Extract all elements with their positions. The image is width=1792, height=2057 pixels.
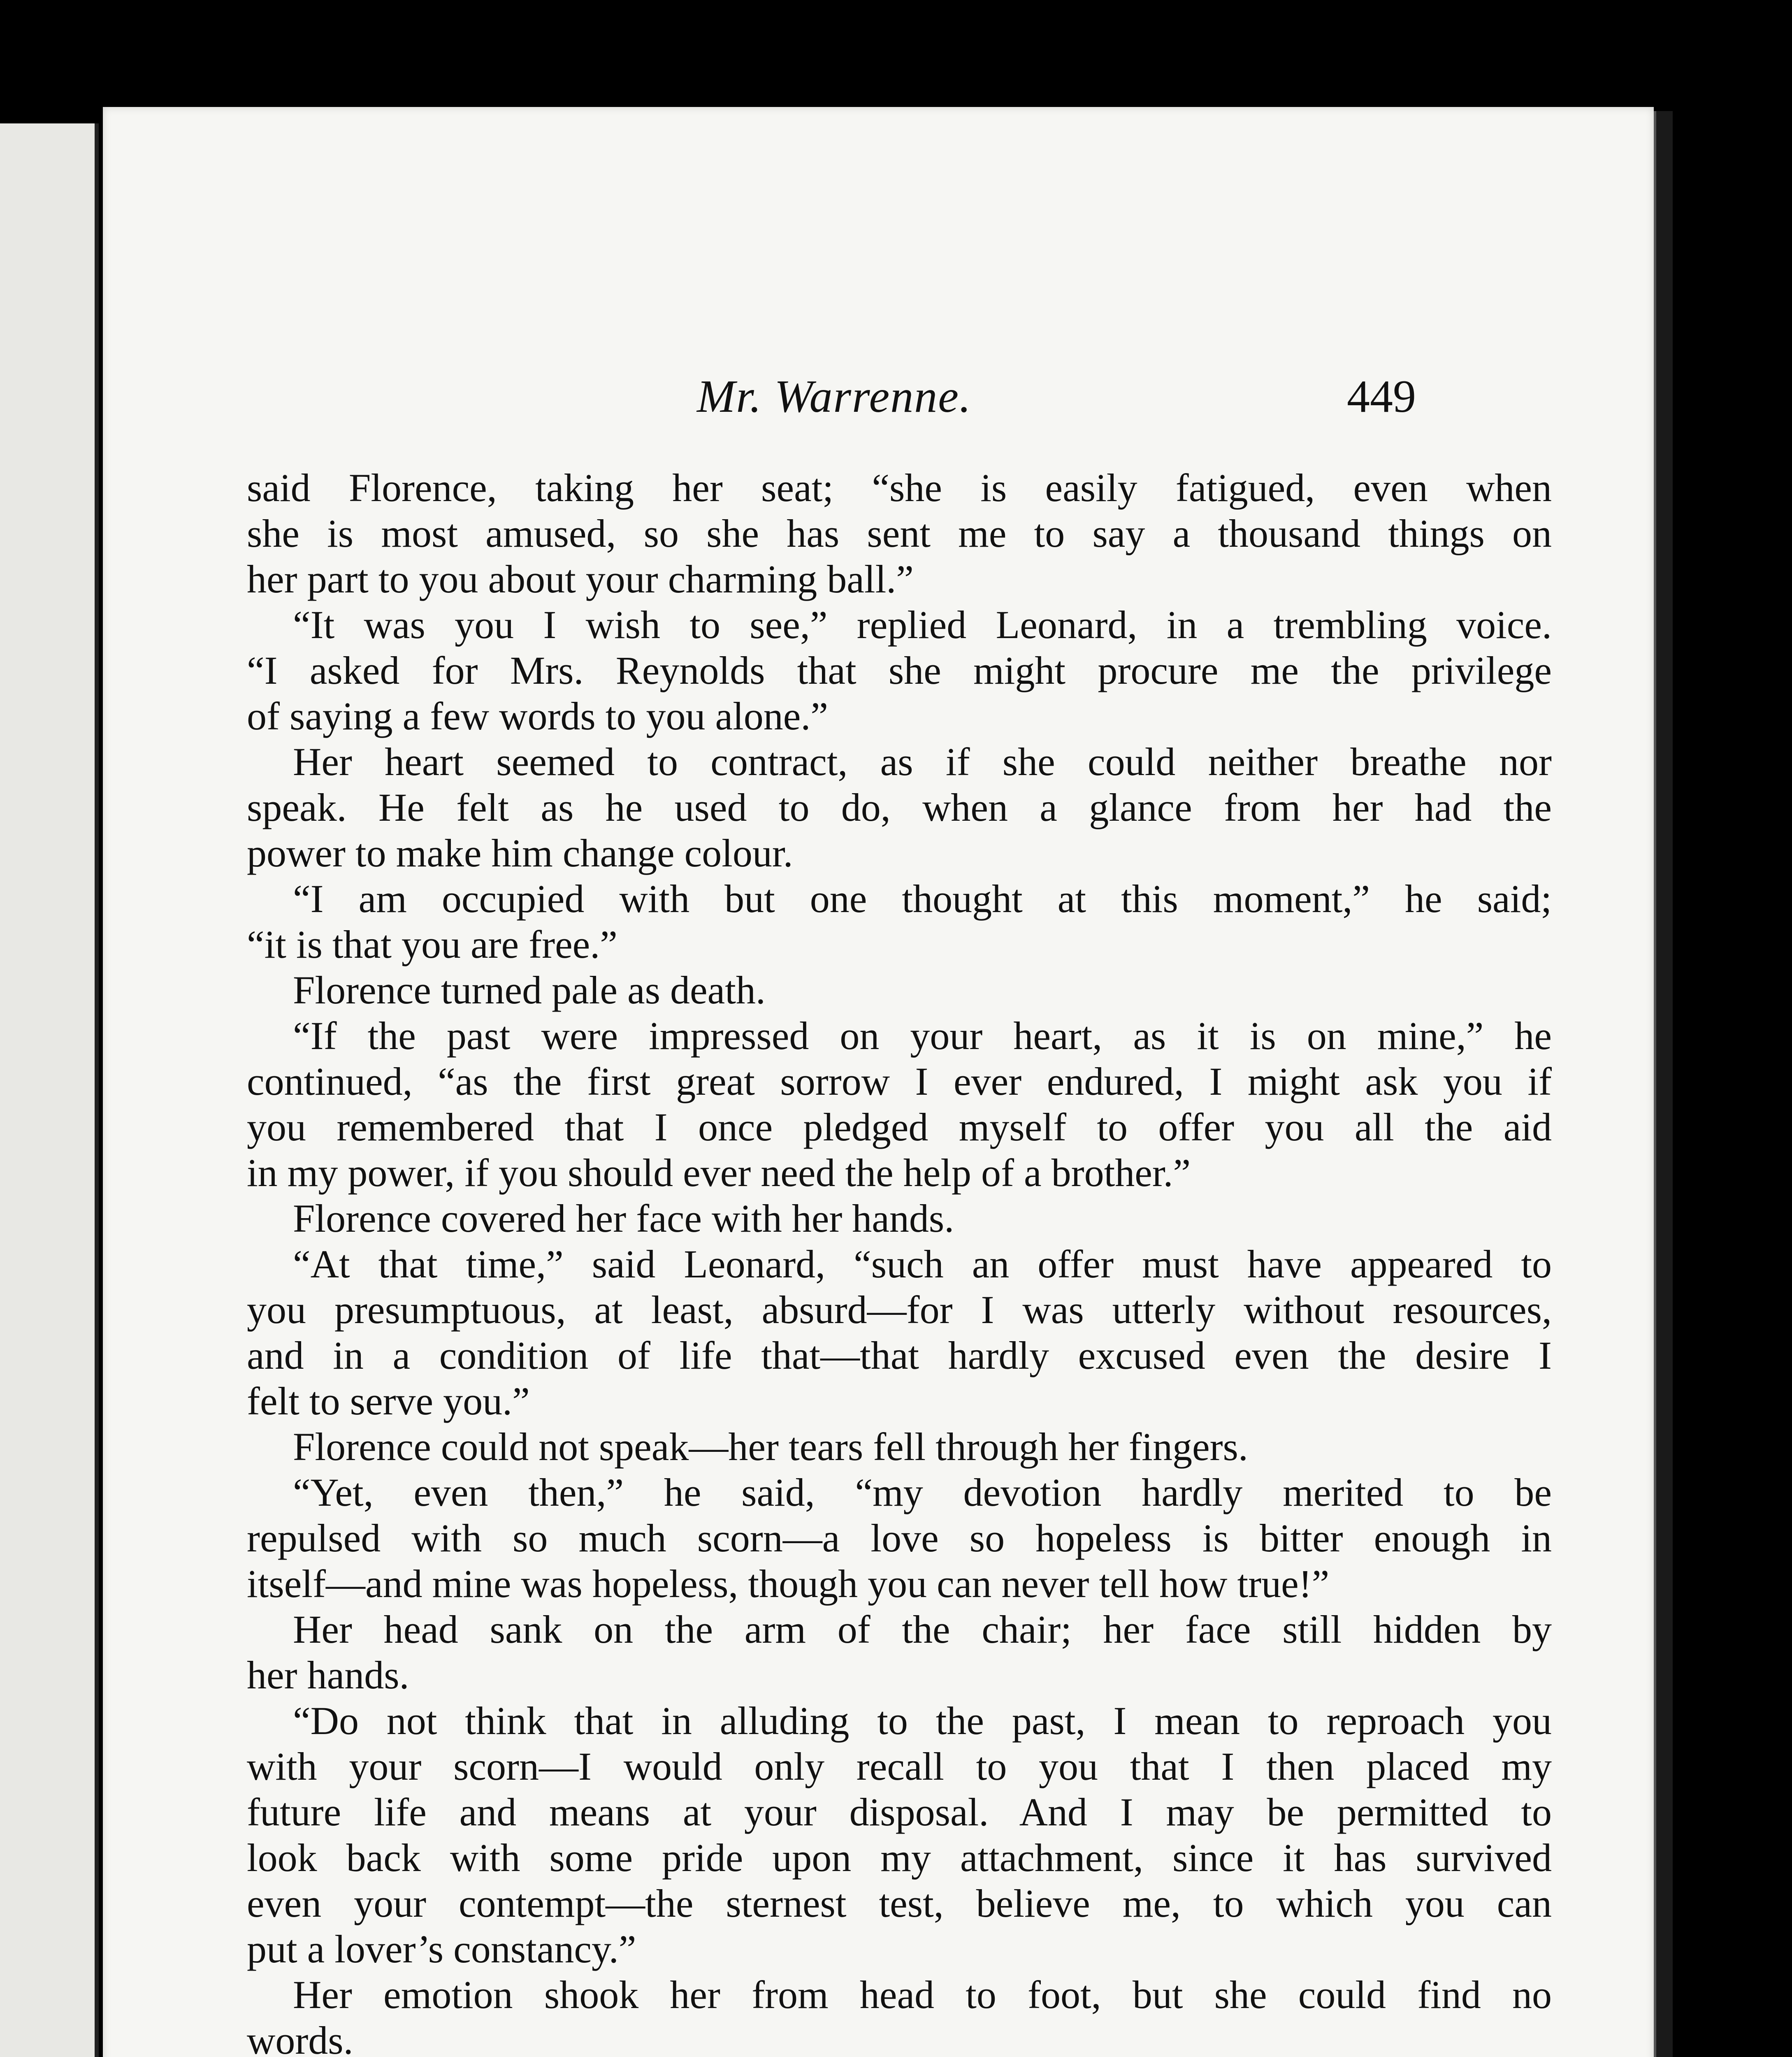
text-line: with your scorn—I would only recall to you that I then placed my: [247, 1744, 1552, 1788]
text-line: itself—and mine was hopeless, though you can never tell how true!”: [247, 1562, 1330, 1606]
text-line: “If the past were impressed on your heart, as it is on mine,” he: [293, 1014, 1552, 1058]
text-line: her part to you about your charming ball.”: [247, 557, 914, 601]
text-line: Her heart seemed to contract, as if she could neither breathe nor: [293, 740, 1552, 784]
text-line: you remembered that I once pledged myself to offer you all the aid: [247, 1105, 1552, 1149]
text-line: “it is that you are free.”: [247, 922, 617, 966]
page-number: 449: [1347, 371, 1416, 422]
text-line: future life and means at your disposal. And I may be permitted to: [247, 1790, 1552, 1834]
text-line: power to make him change colour.: [247, 831, 793, 875]
text-line: she is most amused, so she has sent me to say a thousand things on: [247, 511, 1552, 555]
text-line: her hands.: [247, 1653, 409, 1697]
text-line: Her emotion shook her from head to foot, but she could find no: [293, 1973, 1552, 2017]
text-line: “Do not think that in alluding to the past, I mean to reproach you: [293, 1699, 1552, 1743]
text-line: Her head sank on the arm of the chair; her face still hidden by: [293, 1607, 1552, 1651]
right-page-edge: [1654, 111, 1673, 2057]
text-line: “It was you I wish to see,” replied Leonard, in a trembling voice.: [293, 603, 1552, 647]
text-line: of saying a few words to you alone.”: [247, 694, 828, 738]
text-line: in my power, if you should ever need the help of a brother.”: [247, 1151, 1191, 1195]
text-line: said Florence, taking her seat; “she is easily fatigued, even when: [247, 466, 1552, 510]
text-line: speak. He felt as he used to do, when a glance from her had the: [247, 785, 1552, 829]
text-line: Florence turned pale as death.: [293, 968, 766, 1012]
text-line: continued, “as the first great sorrow I ever endured, I might ask you if: [247, 1059, 1552, 1103]
text-line: “I asked for Mrs. Reynolds that she might procure me the privilege: [247, 648, 1552, 692]
running-title: Mr. Warrenne.: [697, 371, 972, 422]
left-page-edge: [0, 123, 99, 2057]
body-text: [247, 465, 1552, 2057]
text-line: look back with some pride upon my attachment, since it has survived: [247, 1836, 1552, 1880]
text-line: “I am occupied with but one thought at this moment,” he said;: [293, 877, 1552, 921]
text-line: “At that time,” said Leonard, “such an offer must have appeared to: [293, 1242, 1552, 1286]
book-page: [103, 107, 1654, 2057]
text-line: Florence could not speak—her tears fell through her fingers.: [293, 1425, 1248, 1469]
text-line: felt to serve you.”: [247, 1379, 530, 1423]
page-header: [103, 370, 1654, 428]
text-line: even your contempt—the sternest test, believe me, to which you can: [247, 1881, 1552, 1925]
text-line: and in a condition of life that—that hardly excused even the desire I: [247, 1333, 1552, 1377]
text-line: repulsed with so much scorn—a love so hopeless is bitter enough in: [247, 1516, 1552, 1560]
text-line: “Yet, even then,” he said, “my devotion hardly merited to be: [293, 1470, 1552, 1514]
text-line: put a lover’s constancy.”: [247, 1927, 636, 1971]
text-line: words.: [247, 2018, 353, 2057]
text-line: Florence covered her face with her hands.: [293, 1196, 954, 1240]
text-line: you presumptuous, at least, absurd—for I was utterly without resources,: [247, 1288, 1552, 1332]
